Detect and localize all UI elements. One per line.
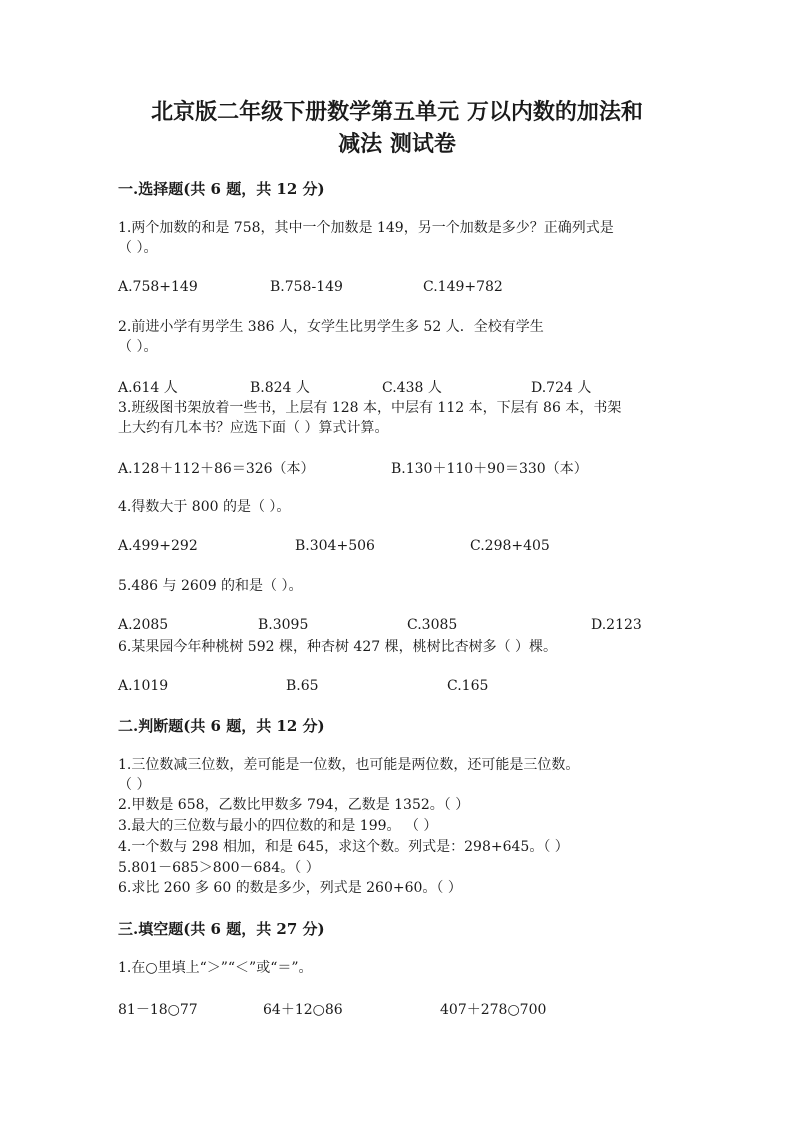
question-text: 4.一个数与 298 相加，和是 645，求这个数。列式是：298+645。（ ） [118,839,569,855]
question-text: 2.前进小学有男学生 386 人，女学生比男学生多 52 人．全校有学生 [118,319,544,335]
option-a: A.499+292 [118,538,198,554]
question-text: （ ）。 [118,339,158,355]
question-text: 5.486 与 2609 的和是（ ）。 [118,578,303,594]
question-text: 上大约有几本书？应选下面（ ）算式计算。 [118,420,389,436]
option-a: A.1019 [118,678,169,694]
option-a: A.614 人 [118,380,178,396]
question-text: （ ） [118,777,151,793]
compare-expression: 81－18○77 [118,1002,198,1018]
option-b: B.304+506 [295,538,375,554]
option-b: B.3095 [258,617,309,633]
question-text: 4.得数大于 800 的是（ ）。 [118,499,291,515]
option-b: B.65 [286,678,319,694]
section-heading-judgement: 二.判断题(共 6 题，共 12 分) [118,717,325,735]
question-text: （ ）。 [118,240,158,256]
question-text: 1.两个加数的和是 758，其中一个加数是 149，另一个加数是多少？正确列式是 [118,220,614,236]
question-text: 1.三位数减三位数，差可能是一位数，也可能是两位数，还可能是三位数。 [118,757,580,773]
section-heading-fill: 三.填空题(共 6 题，共 27 分) [118,920,325,938]
option-d: D.724 人 [531,380,592,396]
question-text: 6.求比 260 多 60 的数是多少，列式是 260+60。（ ） [118,880,462,896]
question-text: 3.班级图书架放着一些书，上层有 128 本，中层有 112 本，下层有 86 本，书架 [118,400,622,416]
compare-expression: 64＋12○86 [263,1002,343,1018]
option-d: D.2123 [591,617,642,633]
option-c: C.165 [447,678,489,694]
option-a: A.2085 [118,617,169,633]
page-title [100,96,694,160]
title-line-1: 北京版二年级下册数学第五单元 万以内数的加法和 [151,99,643,125]
option-b: B.758-149 [270,279,343,295]
question-text: 2.甲数是 658，乙数比甲数多 794，乙数是 1352。（ ） [118,797,470,813]
option-c: C.298+405 [470,538,550,554]
question-text: 5.801－685＞800－684。（ ） [118,860,320,876]
question-text: 3.最大的三位数与最小的四位数的和是 199。 （ ） [118,818,438,834]
question-text: 6.某果园今年种桃树 592 棵，种杏树 427 棵，桃树比杏树多（ ）棵。 [118,639,558,655]
option-a: A.758+149 [118,279,198,295]
title-line-2: 减法 测试卷 [338,131,456,157]
option-a: A.128＋112＋86＝326（本） [118,461,315,477]
section-heading-choice: 一.选择题(共 6 题，共 12 分) [118,180,325,198]
option-c: C.438 人 [382,380,442,396]
option-c: C.3085 [407,617,458,633]
option-b: B.824 人 [250,380,310,396]
compare-expression: 407＋278○700 [440,1002,547,1018]
question-text: 1.在○里填上“＞”“＜”或“＝”。 [118,960,313,976]
option-b: B.130＋110＋90＝330（本） [391,461,588,477]
option-c: C.149+782 [423,279,503,295]
